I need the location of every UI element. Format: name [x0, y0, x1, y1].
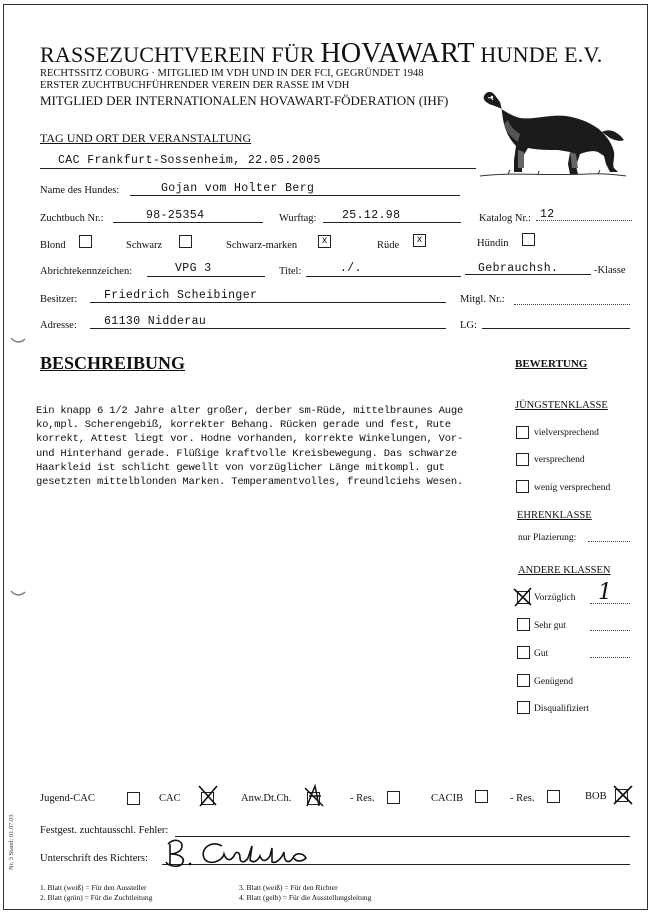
award-jugend-cac-checkbox[interactable]: [127, 792, 140, 805]
sex-huendin-checkbox[interactable]: [522, 233, 535, 246]
address-label: Adresse:: [40, 320, 77, 331]
sex-ruede-label: Rüde: [377, 240, 400, 251]
description-line: gesetzten mittelblonden Marken. Temperamentvolles, freundlciehs Wesen.: [36, 476, 464, 489]
other-option-label: Gut: [534, 649, 549, 659]
lg-line: [482, 328, 630, 329]
training-line: [147, 276, 265, 277]
owner-value: Friedrich Scheibinger: [104, 289, 258, 302]
description-line: Haarkleid ist schlicht gewellt von vorzüglicher Länge mitkompl. gut: [36, 461, 445, 474]
copy-note-2: 2. Blatt (grün) = Für die Zuchtleitung: [40, 893, 153, 902]
owner-line: [90, 302, 446, 303]
description-heading: BESCHREIBUNG: [40, 353, 186, 373]
title-value: ./.: [340, 262, 362, 275]
training-value: VPG 3: [175, 262, 212, 275]
org-name: [40, 38, 602, 70]
class-line: [465, 274, 591, 275]
class-label: -Klasse: [594, 265, 626, 276]
org-line-3: MITGLIED DER INTERNATIONALEN HOVAWART-FÖDERATION (IHF): [40, 93, 449, 108]
other-option-checkbox[interactable]: [517, 618, 530, 631]
color-schwarz-checkbox[interactable]: [179, 235, 192, 248]
other-option-label: Disqualifiziert: [534, 704, 589, 714]
youth-option-label: wenig versprechend: [534, 483, 611, 493]
placement-value: 1: [598, 580, 612, 605]
org-name-pre: RASSEZUCHTVEREIN FÜR: [40, 42, 321, 67]
org-name-post: HUNDE E.V.: [474, 42, 603, 67]
studbook-line: [113, 222, 263, 223]
award-cacib-label: CACIB: [431, 793, 464, 804]
other-option-checkbox[interactable]: [517, 646, 530, 659]
youth-class-heading: JÜNGSTENKLASSE: [515, 400, 608, 411]
owner-label: Besitzer:: [40, 294, 78, 305]
org-name-big: HOVAWART: [320, 38, 475, 69]
hovawart-dog-logo: [478, 72, 628, 180]
event-value: CAC Frankfurt-Sossenheim, 22.05.2005: [58, 154, 321, 167]
sex-ruede-mark: x: [417, 234, 422, 245]
dog-name-value: Gojan vom Holter Berg: [161, 182, 315, 195]
youth-option-checkbox[interactable]: [516, 480, 529, 493]
placement-label: nur Plazierung:: [518, 533, 577, 543]
copy-note-4: 4. Blatt (gelb) = Für die Ausstellungsleitung: [239, 893, 372, 902]
judge-signature: [160, 834, 330, 870]
award-anw-cross-mark: [303, 784, 325, 808]
other-option-line: [590, 630, 630, 631]
color-blond-label: Blond: [40, 240, 66, 251]
youth-option-label: vielversprechend: [534, 428, 599, 438]
address-line: [90, 328, 446, 329]
description-line: ko,mpl. Scherengebiß, korrekter Behang. Rücken gerade und fest, Rute: [36, 419, 451, 432]
whelped-line: [323, 222, 461, 223]
award-cacib-res-checkbox[interactable]: [547, 790, 560, 803]
award-cacib-checkbox[interactable]: [475, 790, 488, 803]
description-line: Ein knapp 6 1/2 Jahre alter großer, derber sm-Rüde, mittelbraunes Auge: [36, 405, 464, 417]
other-option-label: Vorzüglich: [534, 593, 576, 603]
award-bob-cross-mark: [611, 784, 635, 806]
youth-option-checkbox[interactable]: [516, 453, 529, 466]
youth-option-label: versprechend: [534, 455, 585, 465]
member-line: [514, 304, 630, 305]
whelped-value: 25.12.98: [342, 209, 401, 222]
other-option-checkbox[interactable]: [517, 701, 530, 714]
training-label: Abrichtekennzeichen:: [40, 266, 133, 277]
award-anw-label: Anw.Dt.Ch.: [241, 793, 292, 804]
award-cacib-res-label: - Res.: [510, 793, 535, 804]
studbook-label: Zuchtbuch Nr.:: [40, 213, 104, 224]
honor-class-heading: EHRENKLASSE: [517, 510, 592, 521]
event-line: [40, 168, 476, 169]
color-schwarz-marken-label: Schwarz-marken: [226, 240, 298, 251]
color-schwarz-label: Schwarz: [126, 240, 163, 251]
other-option-label: Genügend: [534, 677, 574, 687]
award-cac-label: CAC: [159, 793, 181, 804]
award-jugend-cac-label: Jugend-CAC: [40, 793, 95, 804]
dog-name-label: Name des Hundes:: [40, 185, 120, 196]
address-value: 61130 Nidderau: [104, 315, 207, 328]
award-res-label: - Res.: [350, 793, 375, 804]
youth-option-checkbox[interactable]: [516, 426, 529, 439]
sex-huendin-label: Hündin: [477, 238, 509, 249]
punch-hole-mark: [10, 589, 26, 597]
other-classes-heading: ANDERE KLASSEN: [518, 565, 611, 576]
org-line-2: ERSTER ZUCHTBUCHFÜHRENDER VEREIN DER RASSE IM VDH: [40, 80, 350, 91]
description-line: korrekt, Attest liegt vor. Hodne vorhanden, korrekte Winkelungen, Vor-: [36, 433, 464, 446]
event-label: TAG UND ORT DER VERANSTALTUNG: [40, 131, 252, 145]
other-option-line: [590, 603, 630, 604]
description-line: und Hinterhand gerade. Flüßige kraftvolle Kreisbewegung. Das schwarze: [36, 447, 457, 460]
copy-note-3: 3. Blatt (weiß) = Für den Richter: [239, 883, 338, 892]
copy-note-1: 1. Blatt (weiß) = Für den Aussteller: [40, 883, 147, 892]
studbook-value: 98-25354: [146, 209, 205, 222]
placement-line: [588, 541, 630, 542]
signature-label: Unterschrift des Richters:: [40, 853, 148, 864]
other-option-checkbox[interactable]: [517, 674, 530, 687]
color-blond-checkbox[interactable]: [79, 235, 92, 248]
punch-hole-mark: [10, 336, 26, 344]
defects-label: Festgest. zuchtausschl. Fehler:: [40, 825, 169, 836]
catalog-value: 12: [540, 208, 555, 221]
color-schwarz-marken-mark: x: [322, 235, 327, 246]
award-res-checkbox[interactable]: [387, 791, 400, 804]
dog-name-line: [130, 195, 460, 196]
lg-label: LG:: [460, 320, 477, 331]
form-side-note: Nr. 3 Stand: 01.07.03: [8, 814, 15, 870]
member-label: Mitgl. Nr.:: [460, 294, 505, 305]
award-bob-label: BOB: [585, 791, 607, 802]
rating-heading: BEWERTUNG: [515, 358, 588, 370]
class-value: Gebrauchsh.: [478, 262, 559, 275]
description-text: [36, 404, 463, 489]
catalog-label: Katalog Nr.:: [479, 213, 531, 224]
title-label: Titel:: [279, 266, 302, 277]
other-option-label: Sehr gut: [534, 621, 566, 631]
other-option-line: [590, 657, 630, 658]
vorzueglich-check-mark: [512, 586, 534, 608]
award-cac-cross-mark: [196, 784, 220, 808]
org-line-1: RECHTSSITZ COBURG · MITGLIED IM VDH UND IN DER FCI, GEGRÜNDET 1948: [40, 68, 424, 79]
whelped-label: Wurftag:: [279, 213, 317, 224]
title-line: [306, 276, 461, 277]
catalog-line: [536, 220, 632, 221]
